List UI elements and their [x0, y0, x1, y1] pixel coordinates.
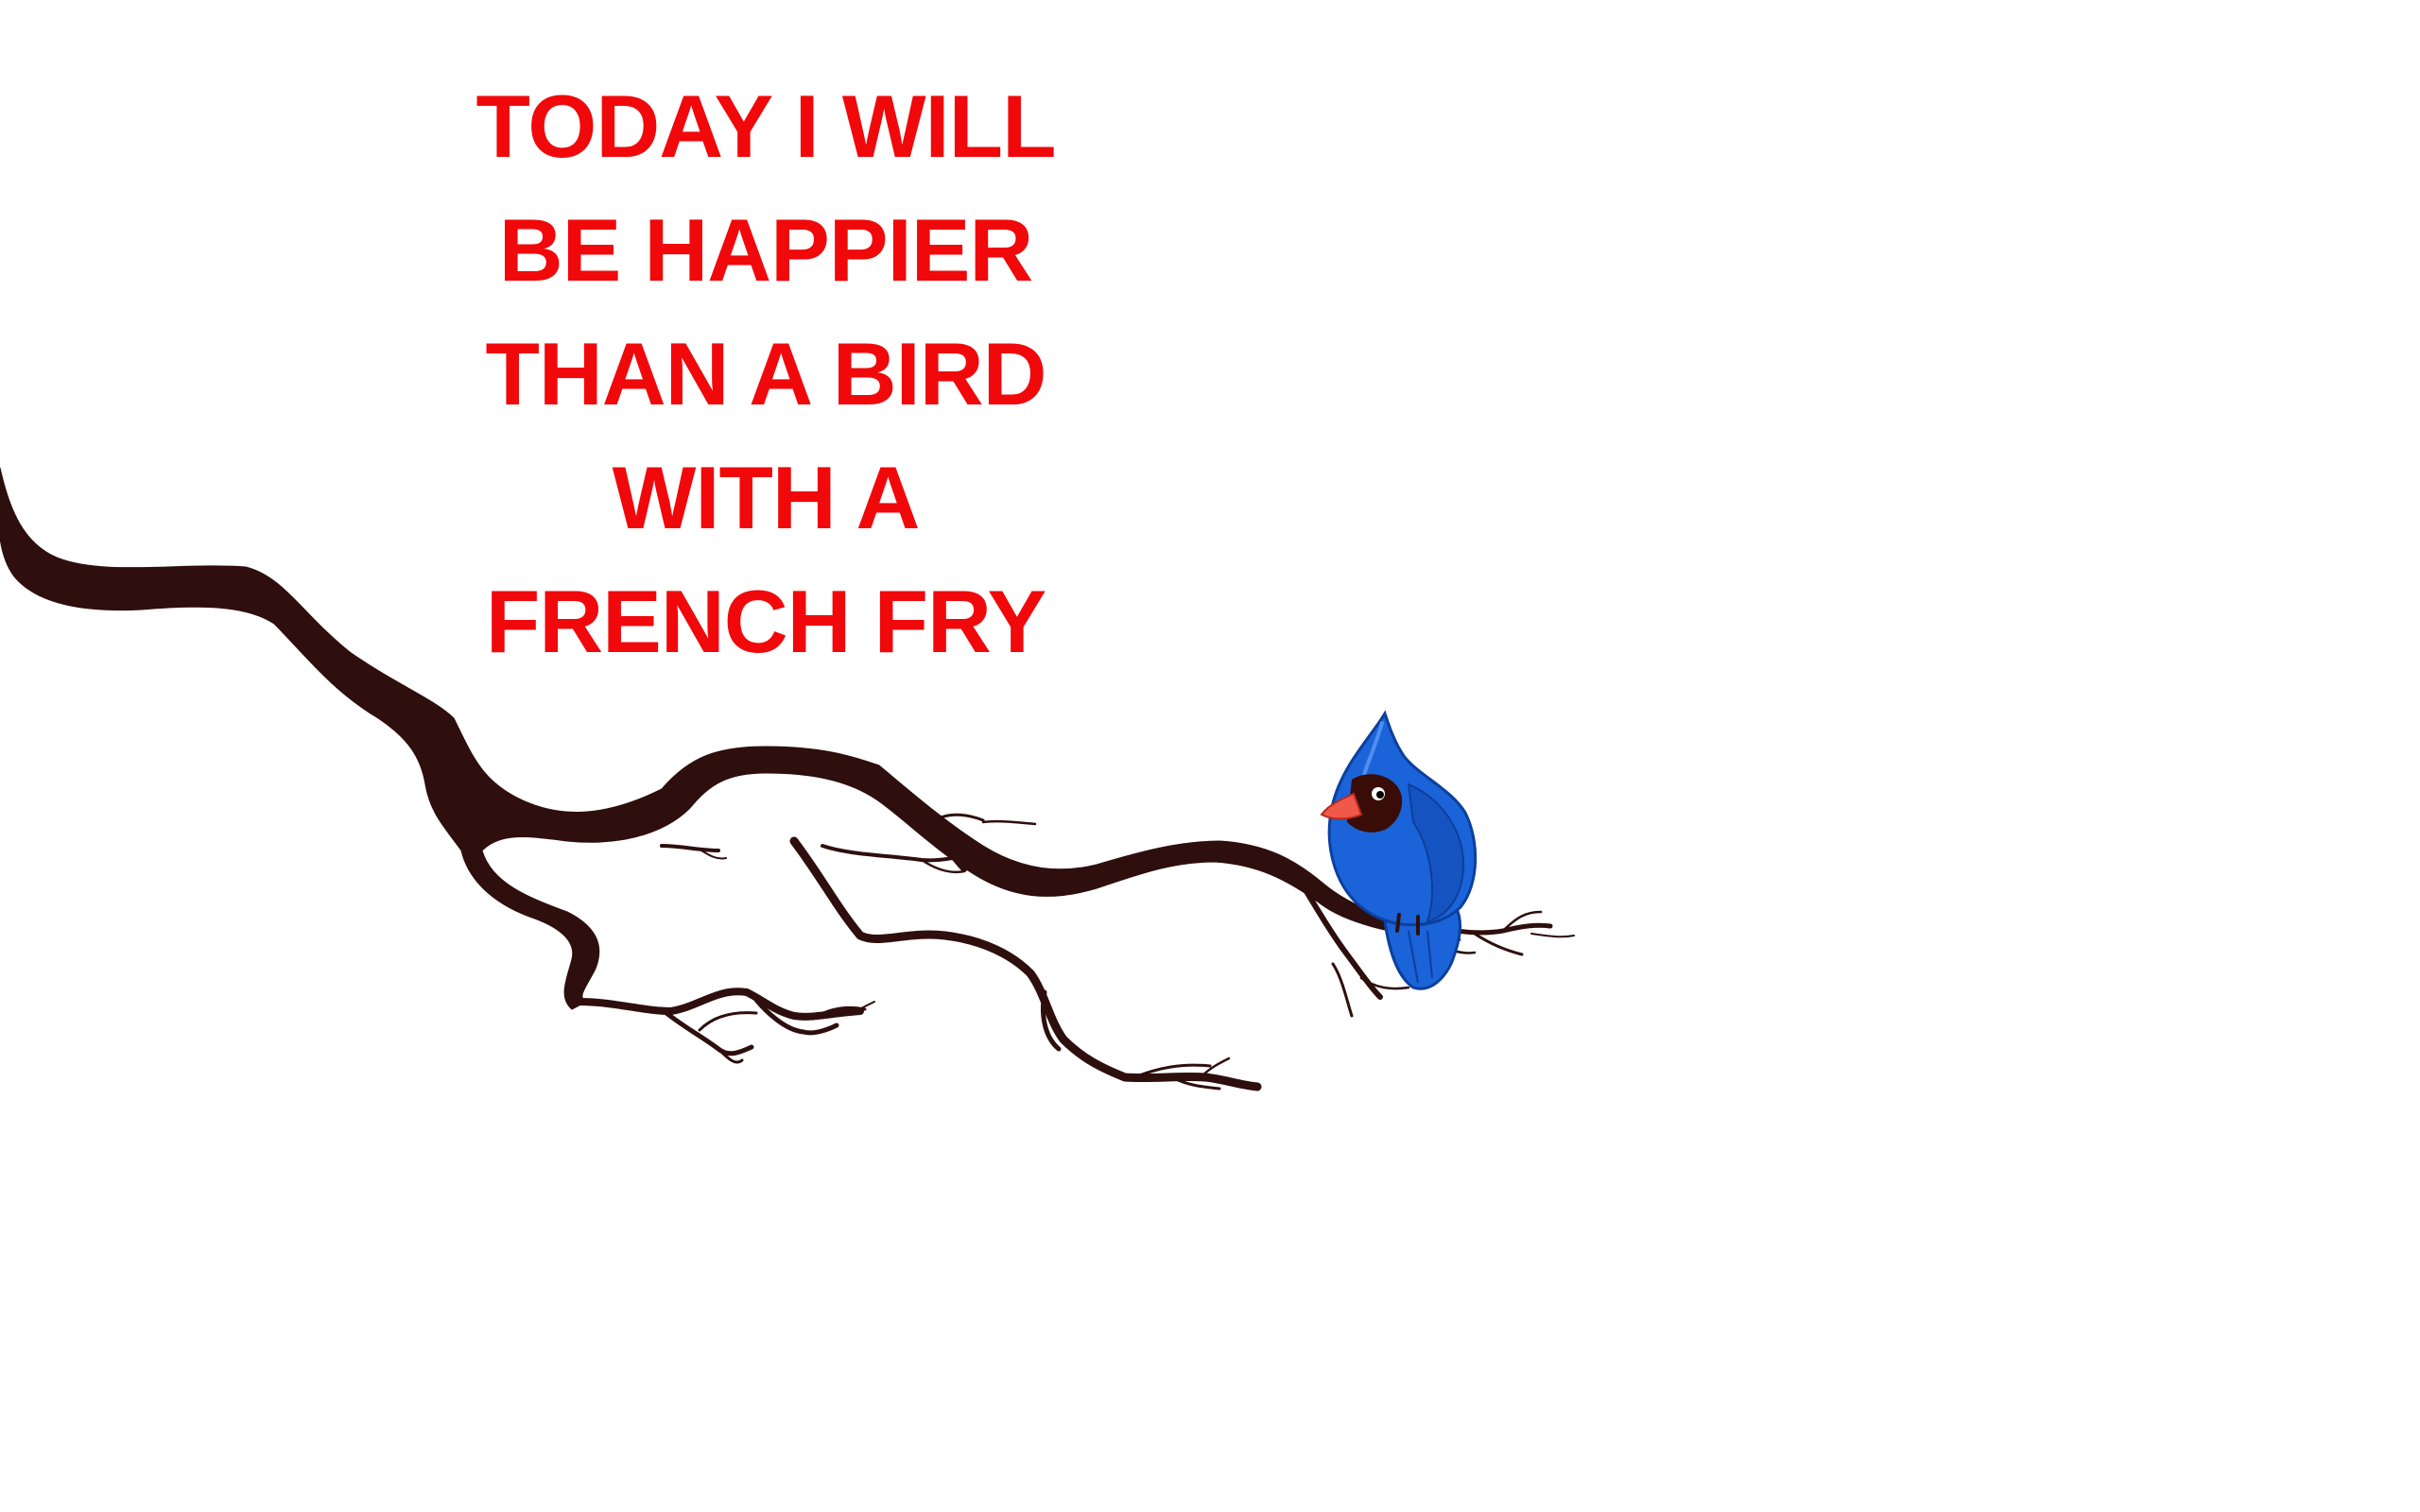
quote-line-3: THAN A BIRD: [485, 324, 1046, 423]
quote-line-5: FRENCH FRY: [485, 572, 1046, 671]
quote-line-2: BE HAPPIER: [498, 200, 1033, 300]
quote-line-1: TODAY I WILL: [475, 77, 1056, 176]
quote-line-4: WITH A: [612, 448, 920, 547]
quote-text: [473, 64, 1059, 683]
